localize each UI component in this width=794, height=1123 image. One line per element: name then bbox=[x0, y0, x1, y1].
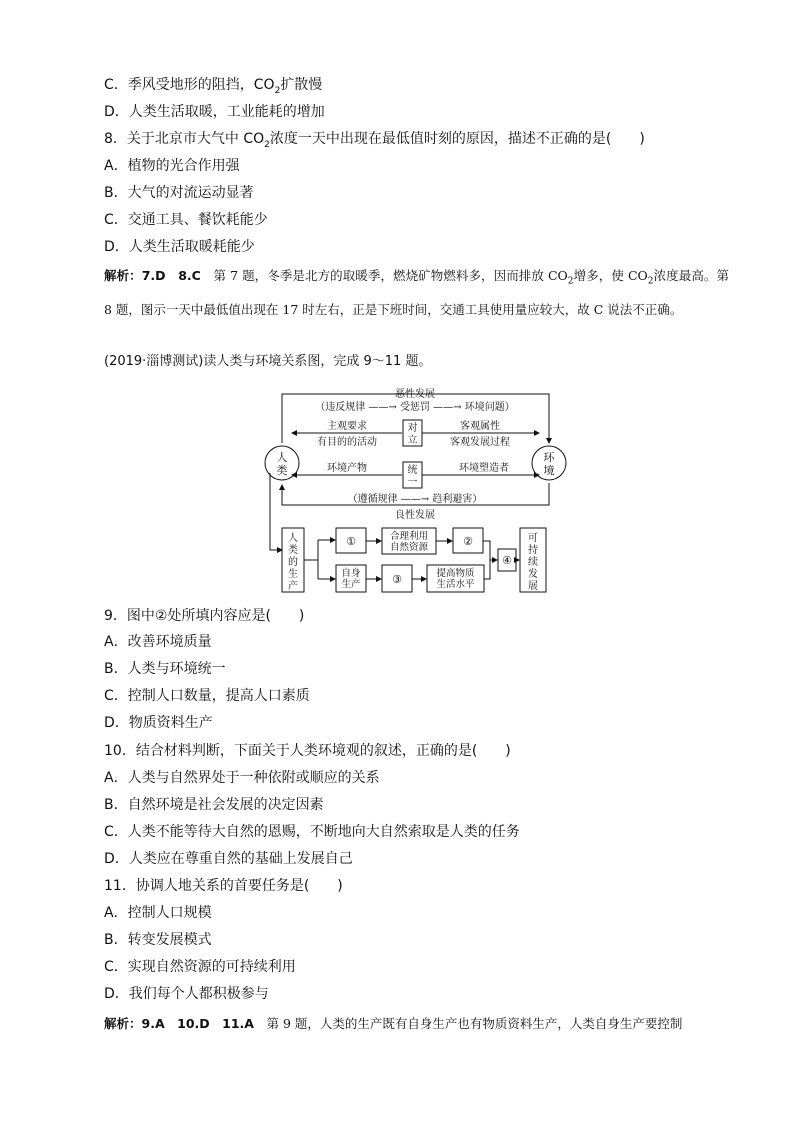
diagram-human-2: 类 bbox=[276, 464, 288, 477]
diagram-top-title: 恶性发展 bbox=[395, 389, 435, 400]
prod-col-char: 产 bbox=[288, 581, 298, 592]
q9-stem: 9．图中②处所填内容应是( ) bbox=[104, 608, 305, 624]
q7-option-d: D．人类生活取暖，工业能耗的增加 bbox=[104, 104, 325, 120]
q10-option-d: D．人类应在尊重自然的基础上发展自己 bbox=[104, 851, 353, 867]
diagram-unity-2: 一 bbox=[407, 477, 418, 488]
diagram-box-rational-use-1: 合理利用 bbox=[389, 531, 429, 542]
analysis-9-11: 解析：9.A 10.D 11.A 第 9 题，人类的生产既有自身生产也有物质资料生产，人类自身生产要控制 bbox=[104, 1016, 683, 1031]
sust-col-char: 展 bbox=[528, 581, 538, 592]
analysis-7-8: 解析：7.D 8.C 第 7 题，冬季是北方的取暖季，燃烧矿物燃料多，因而排放 $CO_2$增多，使 $CO_2$浓度最高。第 8 题，图示一天中最低值出现在 17 时左右，正是下班时间，交通工具使用量应较大，故 C 说法不正确。 bbox=[104, 268, 729, 317]
diagram-box-self-1: 自身 bbox=[341, 568, 361, 579]
q8-option-b: B．大气的对流运动显著 bbox=[104, 185, 254, 201]
diagram-oppose-2: 立 bbox=[407, 435, 418, 446]
q9-option-d: D．物质资料生产 bbox=[104, 715, 213, 731]
prod-col-char: 类 bbox=[288, 545, 298, 556]
sust-col-char: 持 bbox=[528, 545, 538, 556]
q11-stem: 11．协调人地关系的首要任务是( ) bbox=[104, 878, 343, 894]
q8-option-c: C．交通工具、餐饮耗能少 bbox=[104, 212, 268, 228]
diagram-purposeful-activity: 有目的的活动 bbox=[317, 437, 377, 448]
sust-col-char: 发 bbox=[528, 569, 538, 580]
diagram-env-1: 环 bbox=[543, 451, 555, 464]
prod-col-char: 人 bbox=[288, 533, 298, 544]
diagram-human-1: 人 bbox=[276, 451, 288, 464]
diagram-bottom-chain: （遵循规律 ——→ 趋利避害） bbox=[347, 494, 483, 505]
diagram-env-2: 境 bbox=[543, 464, 555, 477]
q7-option-c: C．季风受地形的阻挡，$CO_2$扩散慢 bbox=[104, 77, 323, 96]
diagram-top-chain: （违反规律 ——→ 受惩罚 ——→ 环境问题） bbox=[315, 402, 515, 413]
prod-col-char: 生 bbox=[288, 569, 298, 580]
diagram-box-self-2: 生产 bbox=[341, 579, 361, 590]
diagram-box-4: ④ bbox=[502, 554, 512, 567]
diagram-sustainable-development bbox=[528, 532, 538, 592]
diagram-box-improve-1: 提高物质 bbox=[436, 568, 475, 579]
diagram-box-improve-2: 生活水平 bbox=[436, 579, 475, 590]
q9-option-b: B．人类与环境统一 bbox=[104, 661, 226, 677]
prod-col-char: 的 bbox=[288, 557, 298, 568]
q11-option-a: A．控制人口规模 bbox=[104, 905, 212, 921]
diagram-objective-attribute: 客观属性 bbox=[460, 421, 500, 432]
diagram-box-3: ③ bbox=[392, 573, 402, 586]
q9-option-c: C．控制人口数量，提高人口素质 bbox=[104, 688, 310, 704]
diagram-box-rational-use-2: 自然资源 bbox=[389, 542, 429, 553]
q8-option-a: A．植物的光合作用强 bbox=[104, 158, 240, 174]
diagram-intro: (2019·淄博测试)读人类与环境关系图，完成 9～11 题。 bbox=[104, 354, 432, 369]
diagram-oppose-1: 对 bbox=[407, 423, 418, 434]
diagram-objective-process: 客观发展过程 bbox=[450, 437, 510, 448]
sust-col-char: 续 bbox=[528, 557, 538, 568]
q10-option-a: A．人类与自然界处于一种依附或顺应的关系 bbox=[104, 770, 380, 786]
sust-col-char: 可 bbox=[528, 533, 538, 544]
q8-stem: 8．关于北京市大气中 $CO_2$浓度一天中出现在最低值时刻的原因，描述不正确的是( ) bbox=[104, 131, 645, 150]
q11-option-b: B．转变发展模式 bbox=[104, 932, 212, 948]
human-environment-diagram bbox=[262, 385, 572, 600]
q9-option-a: A．改善环境质量 bbox=[104, 634, 212, 650]
diagram-environment-product: 环境产物 bbox=[327, 463, 367, 474]
q10-option-b: B．自然环境是社会发展的决定因素 bbox=[104, 797, 324, 813]
diagram-unity-1: 统 bbox=[407, 465, 418, 476]
diagram-bottom-title: 良性发展 bbox=[395, 510, 435, 521]
q11-option-c: C．实现自然资源的可持续利用 bbox=[104, 959, 296, 975]
q11-option-d: D．我们每个人都积极参与 bbox=[104, 986, 269, 1002]
diagram-box-1: ① bbox=[346, 535, 356, 548]
diagram-human-production bbox=[288, 531, 298, 592]
diagram-box-2: ② bbox=[463, 535, 473, 548]
diagram-subjective-demand: 主观要求 bbox=[327, 421, 367, 432]
q8-option-d: D．人类生活取暖耗能少 bbox=[104, 239, 255, 255]
q10-option-c: C．人类不能等待大自然的恩赐，不断地向大自然索取是人类的任务 bbox=[104, 824, 520, 840]
q10-stem: 10．结合材料判断，下面关于人类环境观的叙述，正确的是( ) bbox=[104, 743, 511, 759]
diagram-environment-shaper: 环境塑造者 bbox=[459, 463, 509, 474]
